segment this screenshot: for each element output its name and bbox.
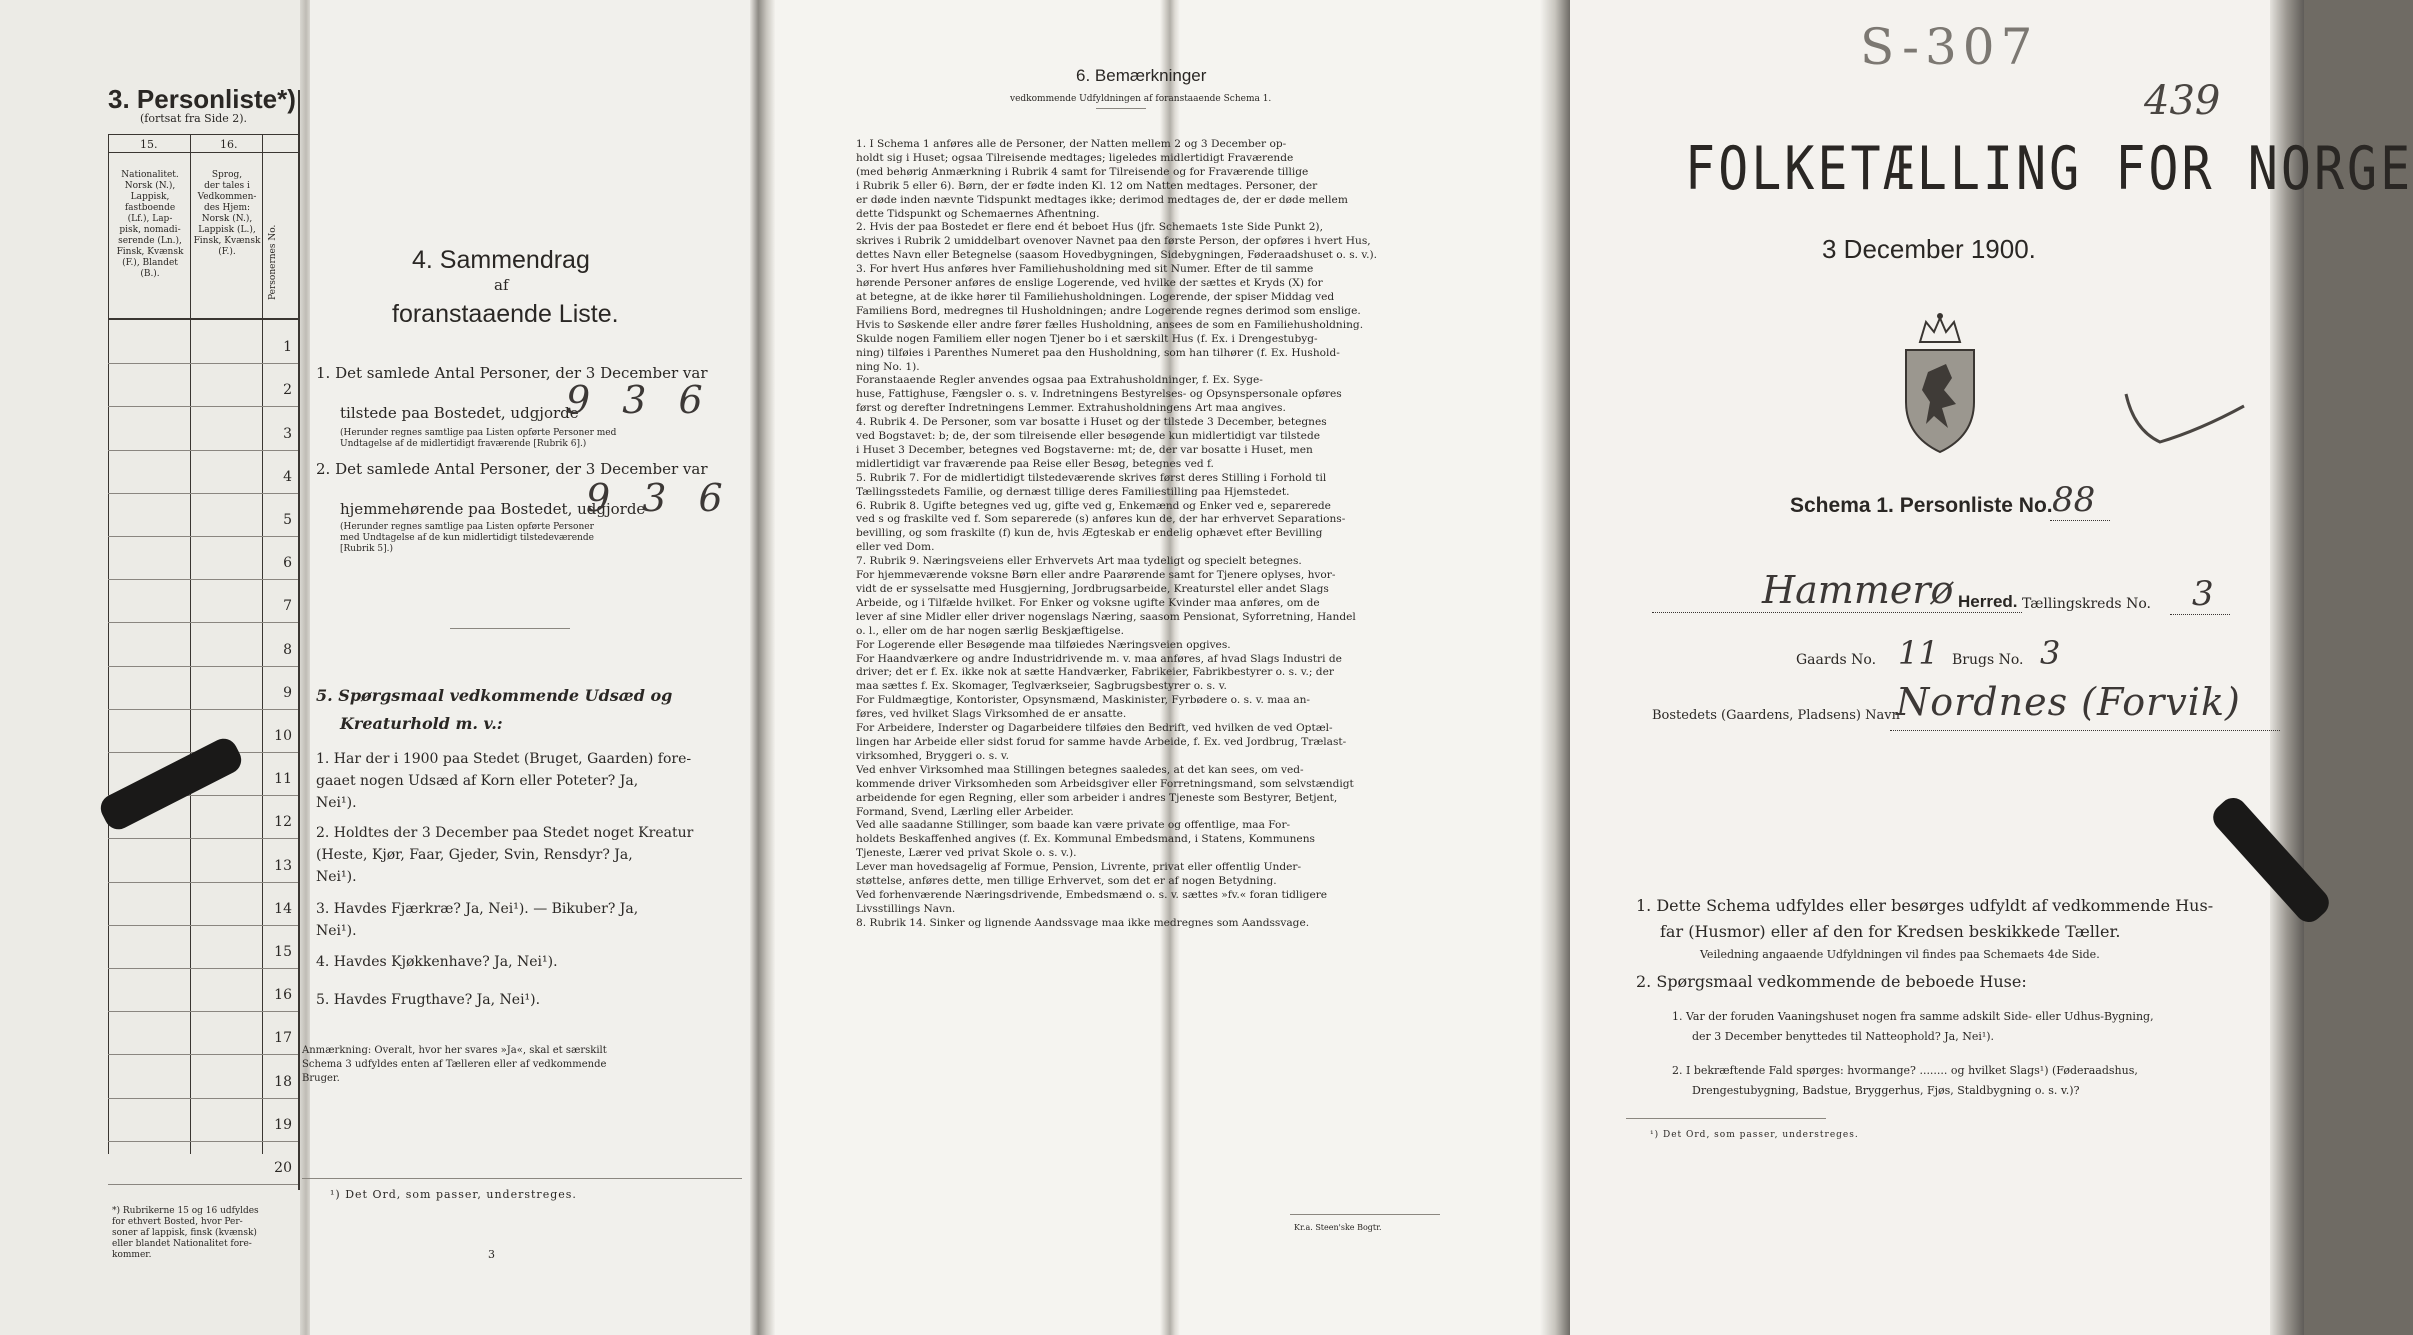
table-row <box>108 968 298 969</box>
table-row <box>108 450 298 451</box>
printer-rule <box>1290 1214 1440 1215</box>
table-row <box>108 838 298 839</box>
summary-page-number: 3 <box>488 1248 495 1261</box>
question-4: 4. Havdes Kjøkkenhave? Ja, Nei¹). <box>316 954 558 970</box>
question-2-line: 2. Holdtes der 3 December paa Stedet noget Kreatur <box>316 825 694 841</box>
summary-item2-note-line: (Herunder regnes samtlige paa Listen opførte Personer <box>340 522 594 532</box>
remarks-line: 6. Rubrik 8. Ugifte betegnes ved ug, gifte ved g, Enkemænd og Enker ved e, separerede <box>856 499 1331 512</box>
remarks-line: støttelse, anføres dette, men tillige Erhvervet, som det er af nogen Betydning. <box>856 875 1277 888</box>
row-number: 17 <box>274 1030 292 1047</box>
col15-header <box>110 170 190 280</box>
table-top-rule <box>108 134 298 135</box>
col15-header-line: serende (Ln.), <box>118 236 182 246</box>
remarks-line: lever af sine Midler eller driver nogenslags Næring, saasom Pensionat, Syforretning, Handel <box>856 610 1356 623</box>
remarks-line: ved s og fraskilte ved f. Som separerede (s) anføres kun de, der har erhvervet Separations- <box>856 513 1346 526</box>
summary-item1-line1: 1. Det samlede Antal Personer, der 3 December var <box>316 364 708 382</box>
table-row <box>108 1054 298 1055</box>
book-spine <box>750 0 775 1335</box>
personliste-heading: 3. Personliste*) <box>108 84 296 114</box>
table-row <box>108 925 298 926</box>
schema-label: Schema 1. Personliste No. <box>1790 494 2053 517</box>
remarks-line: ning) tilføies i Parenthes Numeret paa den Husholdning, som han tilhører (f. Ex. Hushold- <box>856 346 1340 359</box>
row-number: 18 <box>274 1073 292 1090</box>
summary-footnote: ¹) Det Ord, som passer, understreges. <box>330 1188 577 1201</box>
row-number: 16 <box>274 987 292 1004</box>
remarks-line: er døde inden nævnte Tidspunkt medtages ikke; derimod medtages de, der er døde mellem <box>856 193 1348 206</box>
norway-coat-of-arms-icon <box>1898 312 1982 454</box>
remarks-line: driver; det er f. Ex. ikke nok at sætte Handværker, Fabrikeier, Fabrikbestyrer o. s. v.; der <box>856 666 1334 679</box>
present-count-value: 9 3 6 <box>566 378 713 422</box>
bosted-label: Bostedets (Gaardens, Pladsens) Navn <box>1652 708 1900 723</box>
col15-number: 15. <box>140 138 158 151</box>
census-date: 3 December 1900. <box>1822 234 2036 264</box>
cover-footnote: ¹) Det Ord, som passer, understreges. <box>1650 1130 1859 1140</box>
remarks-line: 7. Rubrik 9. Næringsveiens eller Erhvervets Art maa tydeligt og specielt betegnes. <box>856 555 1302 568</box>
remarks-line: hørende Personer anføres de enslige Logerende, ved hvilke der sættes et Kryds (X) for <box>856 277 1323 290</box>
remarks-line: 4. Rubrik 4. De Personer, som var bosatte i Huset og der tilstede 3 December, betegnes <box>856 416 1327 429</box>
remarks-line: For Logerende eller Besøgende maa tilføiedes Næringsveien opgives. <box>856 638 1231 651</box>
remarks-title: 6. Bemærkninger <box>1076 66 1207 85</box>
summary-subtitle: foranstaaende Liste. <box>392 300 619 328</box>
remarks-line: huse, Fattighuse, Fængsler o. s. v. Indretningens Bestyrelses- og Opsynspersonale opføres <box>856 388 1342 401</box>
remarks-line: først og derefter Indretningens Lemmer. Extrahusholdningens Art maa angives. <box>856 402 1286 415</box>
remarks-line: Foranstaaende Regler anvendes ogsaa paa Extrahusholdninger, f. Ex. Syge- <box>856 374 1263 387</box>
table-num-rule <box>108 152 298 153</box>
table-row <box>108 666 298 667</box>
rubric-footnote-line: soner af lappisk, finsk (kvænsk) <box>112 1228 257 1238</box>
row-number: 8 <box>283 641 292 658</box>
page-right-rule <box>298 90 300 1190</box>
remarks-line: Hvis to Søskende eller andre fører fælles Husholdning, ansees de som en Familiehusholdning. <box>856 318 1364 331</box>
row-number: 4 <box>283 468 292 485</box>
summary-item1-note-line: (Herunder regnes samtlige paa Listen opførte Personer med <box>340 428 617 438</box>
remarks-line: For Fuldmægtige, Kontorister, Opsynsmænd, Maskinister, Fyrbødere o. s. v. maa an- <box>856 694 1310 707</box>
remarks-line: midlertidigt var fraværende paa Reise eller Besøg, betegnes ved f. <box>856 457 1214 470</box>
instruction-1-note: Veiledning angaaende Udfyldningen vil findes paa Schemaets 4de Side. <box>1700 948 2100 961</box>
remarks-title-rule <box>1096 108 1146 109</box>
question-1-line: gaaet nogen Udsæd af Korn eller Poteter? Ja, <box>316 773 639 789</box>
row-number: 15 <box>274 944 292 960</box>
remarks-line: føres, ved hvilket Slags Virksomhed de er ansatte. <box>856 708 1127 721</box>
col15-header-line: (B.). <box>140 269 160 279</box>
kreds-value: 3 <box>2192 574 2214 614</box>
summary-item2-note-line: med Undtagelse af de kun midlertidigt tilstedeværende <box>340 533 594 543</box>
remarks-line: 5. Rubrik 7. For de midlertidigt tilstedeværende skrives først deres Stilling i Forhold til <box>856 471 1327 484</box>
remarks-line: Tjeneste, Lærer ved privat Skole o. s. v.). <box>856 847 1077 860</box>
remarks-line: holdets Beskaffenhed angives (f. Ex. Kommunal Embedsmand, i Statens, Kommunens <box>856 833 1315 846</box>
herred-dots <box>1652 612 2022 613</box>
brugs-value: 3 <box>2040 634 2061 672</box>
remarks-line: Ved forhenværende Næringsdrivende, Embedsmænd o. s. v. sættes »fv.« foran tidligere <box>856 888 1328 901</box>
summary-item2-note <box>340 522 740 555</box>
rubric-footnote-line: kommer. <box>112 1250 152 1260</box>
row-number: 7 <box>283 598 292 615</box>
row-number: 9 <box>283 684 292 701</box>
herred-label: Herred. <box>1958 592 2018 611</box>
summary-item1-line2: tilstede paa Bostedet, udgjorde <box>340 404 579 422</box>
table-row <box>108 1098 298 1099</box>
remarks-line: holdt sig i Huset; ogsaa Tilreisende medtages; ligeledes midlertidigt Fraværende <box>856 151 1294 164</box>
table-row <box>108 536 298 537</box>
remarks-line: virksomhed, Bryggeri o. s. v. <box>856 749 1010 762</box>
house-question-2-line2: Drengestubygning, Badstue, Bryggerhus, Fjøs, Staldbygning o. s. v.)? <box>1692 1084 2080 1097</box>
remarks-line: skrives i Rubrik 2 umiddelbart ovenover Navnet paa den første Person, der opføres i hvert Hus, <box>856 235 1371 248</box>
section-divider <box>450 628 570 629</box>
col15-header-line: Norsk (N.), <box>124 181 176 191</box>
col15-header-line: pisk, nomadi- <box>119 225 181 235</box>
remarks-line: eller ved Dom. <box>856 541 935 554</box>
table-row <box>108 363 298 364</box>
remarks-line: at betegne, at de ikke hører til Familiehusholdningen. Logerende, der spiser Middag ved <box>856 290 1335 303</box>
question-1-line: 1. Har der i 1900 paa Stedet (Bruget, Gaarden) fore- <box>316 751 692 767</box>
remarks-line: ved Bogstavet: b; de, der som tilreisende eller besøgende kun midlertidigt var tilstede <box>856 430 1320 443</box>
remarks-line: lingen har Arbeide eller sidst forud for samme havde Arbeide, f. Ex. ved Jordbrug, Trælast- <box>856 735 1347 748</box>
col-persons-header: Personernes No. <box>268 224 278 300</box>
remarks-line: bevilling, og som fraskilte (f) kun de, hvis Ægteskab er endelig ophævet efter Bevilling <box>856 527 1323 540</box>
question-3-line: Nei¹). <box>316 923 357 939</box>
col15-header-line: (F.), Blandet <box>122 258 178 268</box>
row-number: 6 <box>283 555 292 572</box>
col15-header-line: Lappisk, <box>130 192 170 202</box>
instruction-2: 2. Spørgsmaal vedkommende de beboede Huse: <box>1636 972 2027 991</box>
instruction-1-line2: far (Husmor) eller af den for Kredsen beskikkede Tæller. <box>1660 922 2121 941</box>
right-gutter <box>1540 0 1570 1335</box>
remarks-line: Skulde nogen Familiem eller nogen Tjener bo i et særskilt Hus (f. Ex. i Drengestubyg- <box>856 332 1318 345</box>
remark-note-line: Schema 3 udfyldes enten af Tælleren eller af vedkommende <box>302 1059 607 1070</box>
resident-count-value: 9 3 6 <box>586 476 733 520</box>
gaards-label: Gaards No. <box>1796 652 1877 668</box>
col15-header-line: Finsk, Kvænsk <box>116 247 184 257</box>
summary-page <box>310 0 750 1335</box>
summary-item2-line2: hjemmehørende paa Bostedet, udgjorde <box>340 500 646 518</box>
rubric-footnote-line: for ethvert Bosted, hvor Per- <box>112 1217 243 1227</box>
remarks-line: dettes Navn eller Betegnelse (saasom Hovedbygningen, Sidebygningen, Føderaadshuset o. s. v.). <box>856 249 1378 262</box>
question-3-line: 3. Havdes Fjærkræ? Ja, Nei¹). — Bikuber? Ja, <box>316 901 639 917</box>
remarks-line: arbeidende for egen Regning, eller som arbeider i andres Tjeneste som Bestyrer, Betjent, <box>856 791 1338 804</box>
col16-header-line: Finsk, Kvænsk <box>193 236 261 246</box>
remarks-line: For Arbeidere, Inderster og Dagarbeidere tilføies den Bedrift, ved hvilken de ved Optæl- <box>856 722 1333 735</box>
remarks-line: Ved enhver Virksomhed maa Stillingen betegnes saaledes, at det kan sees, om ved- <box>856 763 1304 776</box>
archive-handwritten-number: S-307 <box>1860 18 2039 76</box>
house-question-1-line2: der 3 December benyttedes til Natteophold? Ja, Nei¹). <box>1692 1030 1995 1043</box>
remarks-line: (med behørig Anmærkning i Rubrik 4 samt for Tilreisende og for Fraværende tillige <box>856 165 1309 178</box>
remarks-line: maa sættes f. Ex. Skomager, Teglværkseier, Sagbrugsbestyrer o. s. v. <box>856 680 1227 693</box>
question-2-line: (Heste, Kjør, Faar, Gjeder, Svin, Rensdyr? Ja, <box>316 847 633 863</box>
folio-number: 439 <box>2144 78 2221 124</box>
col16-header-line: Lappisk (L.), <box>198 225 256 235</box>
remarks-line: Lever man hovedsagelig af Formue, Pension, Livrente, privat eller offentlig Under- <box>856 861 1302 874</box>
table-row <box>108 1141 298 1142</box>
summary-item2-line1: 2. Det samlede Antal Personer, der 3 December var <box>316 460 708 478</box>
table-row <box>108 1011 298 1012</box>
remarks-line: Arbeide, og i Tilfælde hvilket. For Enker og voksne ugifte Kvinder maa anføres, om de <box>856 596 1320 609</box>
rubric-footnote-line: eller blandet Nationalitet fore- <box>112 1239 252 1249</box>
remarks-line: Familiens Bord, medregnes til Husholdningen; andre Logerende regnes derimod som enslige. <box>856 304 1361 317</box>
row-number: 1 <box>283 339 292 356</box>
remarks-line: Formand, Svend, Lærling eller Arbeider. <box>856 805 1074 818</box>
footnote-rule <box>302 1178 742 1179</box>
questions-title-line1: 5. Spørgsmaal vedkommende Udsæd og <box>316 686 673 705</box>
col15-rule <box>190 134 191 1154</box>
table-header-rule <box>108 318 298 320</box>
row-number: 12 <box>274 814 292 831</box>
col16-header-line: Sprog, <box>211 170 243 180</box>
cover-footnote-rule <box>1626 1118 1826 1119</box>
question-2-line: Nei¹). <box>316 869 357 885</box>
bosted-dots <box>1890 730 2280 731</box>
remarks-line: 1. I Schema 1 anføres alle de Personer, der Natten mellem 2 og 3 December op- <box>856 138 1287 150</box>
brugs-label: Brugs No. <box>1952 652 2024 668</box>
table-left-rule <box>108 134 109 1154</box>
questions-title-line2: Kreaturhold m. v.: <box>340 714 503 733</box>
col16-header-line: des Hjem: <box>203 203 251 213</box>
handwritten-mark <box>2120 390 2250 450</box>
row-number: 2 <box>283 382 292 399</box>
question-1 <box>316 748 746 814</box>
personliste-number: 88 <box>2052 480 2096 520</box>
col15-header-line: fastboende <box>124 203 176 213</box>
remarks-line: ning No. 1). <box>856 360 920 373</box>
remarks-line: 3. For hvert Hus anføres hver Familiehusholdning med sit Numer. Efter de til samme <box>856 263 1314 276</box>
remarks-line: For Haandværkere og andre Industridrivende m. v. maa anføres, af hvad Slags Industri de <box>856 652 1342 665</box>
row-number: 13 <box>274 857 292 874</box>
house-question-1-line1: 1. Var der foruden Vaaningshuset nogen fra samme adskilt Side- eller Udhus-Bygning, <box>1672 1010 2154 1023</box>
remarks-line: Ved alle saadanne Stillinger, som baade kan være private og offentlige, maa For- <box>856 819 1291 832</box>
summary-item2-note-line: [Rubrik 5].) <box>340 544 393 554</box>
col15-header-line: Nationalitet. <box>121 170 179 180</box>
summary-title: 4. Sammendrag <box>412 246 590 274</box>
remarks-line: 2. Hvis der paa Bostedet er flere end ét beboet Hus (jfr. Schemaets 1ste Side Punkt 2), <box>856 221 1323 234</box>
question-5: 5. Havdes Frugthave? Ja, Nei¹). <box>316 992 541 1008</box>
personliste-subheading: (fortsat fra Side 2). <box>140 112 248 125</box>
remarks-line: Tællingsstedets Familie, og dernæst tillige deres Familiestilling paa Hjemstedet. <box>856 485 1290 498</box>
summary-item1-note <box>340 428 740 450</box>
remarks-line: o. l., eller om de har nogen særlig Beskjæftigelse. <box>856 624 1124 637</box>
table-row <box>108 709 298 710</box>
remarks-line: kommende driver Virksomheden som Arbeidsgiver eller Forretningsmand, som selvstændigt <box>856 777 1354 790</box>
row-number: 10 <box>274 728 292 744</box>
row-number: 3 <box>283 425 292 442</box>
col15-header-line: (Lf.), Lap- <box>127 214 173 224</box>
kreds-dots <box>2170 614 2230 615</box>
summary-item1-note-line: Undtagelse af de midlertidigt fraværende [Rubrik 6].) <box>340 439 587 449</box>
remarks-text <box>856 138 1461 931</box>
remarks-line: Livsstillings Navn. <box>856 902 956 915</box>
col16-header-line: Norsk (N.), <box>201 214 253 224</box>
row-number: 19 <box>274 1116 292 1133</box>
kreds-label: Tællingskreds No. <box>2022 596 2151 612</box>
col16-header-line: (F.). <box>218 247 236 257</box>
herred-value: Hammerø <box>1762 568 1954 612</box>
table-row <box>108 579 298 580</box>
summary-title-af: af <box>494 276 509 294</box>
rubric-footnote-line: *) Rubrikerne 15 og 16 udfyldes <box>112 1206 259 1216</box>
census-title: FOLKETÆLLING FOR NORGE <box>1685 134 2413 204</box>
remarks-line: i Rubrik 5 eller 6). Børn, der er fødte inden Kl. 12 om Natten medtages. Personer, der <box>856 179 1318 192</box>
schema-no-dots <box>2050 520 2110 521</box>
remarks-line: i Huset 3 December, betegnes ved Bogstaverne: mt; de, der var bosatte i Huset, men <box>856 443 1313 456</box>
rubric-footnote <box>112 1206 302 1261</box>
remarks-line: For hjemmeværende voksne Børn eller andre Paarørende samt for Tjenere oplyses, hvor- <box>856 569 1336 582</box>
remark-note-line: Bruger. <box>302 1073 340 1084</box>
question-2 <box>316 822 746 888</box>
bosted-value: Nordnes (Forvik) <box>1896 680 2241 724</box>
table-row <box>108 493 298 494</box>
house-question-2-line1: 2. I bekræftende Fald spørges: hvormange? ........ og hvilket Slags¹) (Føderaadshus, <box>1672 1064 2138 1077</box>
printer-mark: Kr.a. Steen'ske Bogtr. <box>1294 1223 1382 1232</box>
remarks-line: vidt de er sysselsatte med Husgjerning, Jordbrugsarbeide, Kreaturstel eller andet Slags <box>856 583 1329 595</box>
col16-header-line: der tales i <box>204 181 250 191</box>
row-number: 14 <box>274 900 292 917</box>
gaards-value: 11 <box>1898 634 1939 672</box>
row-number: 20 <box>274 1160 292 1176</box>
table-row <box>108 1184 298 1185</box>
question-3 <box>316 898 746 942</box>
instruction-1-line1: 1. Dette Schema udfyldes eller besørges udfyldt af vedkommende Hus- <box>1636 896 2214 915</box>
remarks-line: 8. Rubrik 14. Sinker og lignende Aandssvage maa ikke medregnes som Aandssvage. <box>856 916 1310 929</box>
table-row <box>108 406 298 407</box>
table-row <box>108 882 298 883</box>
remarks-line: dette Tidspunkt og Schemaernes Afhentning. <box>856 207 1100 220</box>
col16-header-line: Vedkommen- <box>197 192 257 202</box>
question-1-line: Nei¹). <box>316 795 357 811</box>
row-number: 5 <box>283 512 292 528</box>
row-number: 11 <box>274 771 292 788</box>
remark-note-line: Anmærkning: Overalt, hvor her svares »Ja«, skal et særskilt <box>302 1045 607 1056</box>
remarks-subtitle: vedkommende Udfyldningen af foranstaaende Schema 1. <box>1010 94 1272 104</box>
col16-header <box>192 170 262 258</box>
remark-note <box>302 1044 742 1086</box>
table-row <box>108 622 298 623</box>
col16-number: 16. <box>220 138 238 151</box>
